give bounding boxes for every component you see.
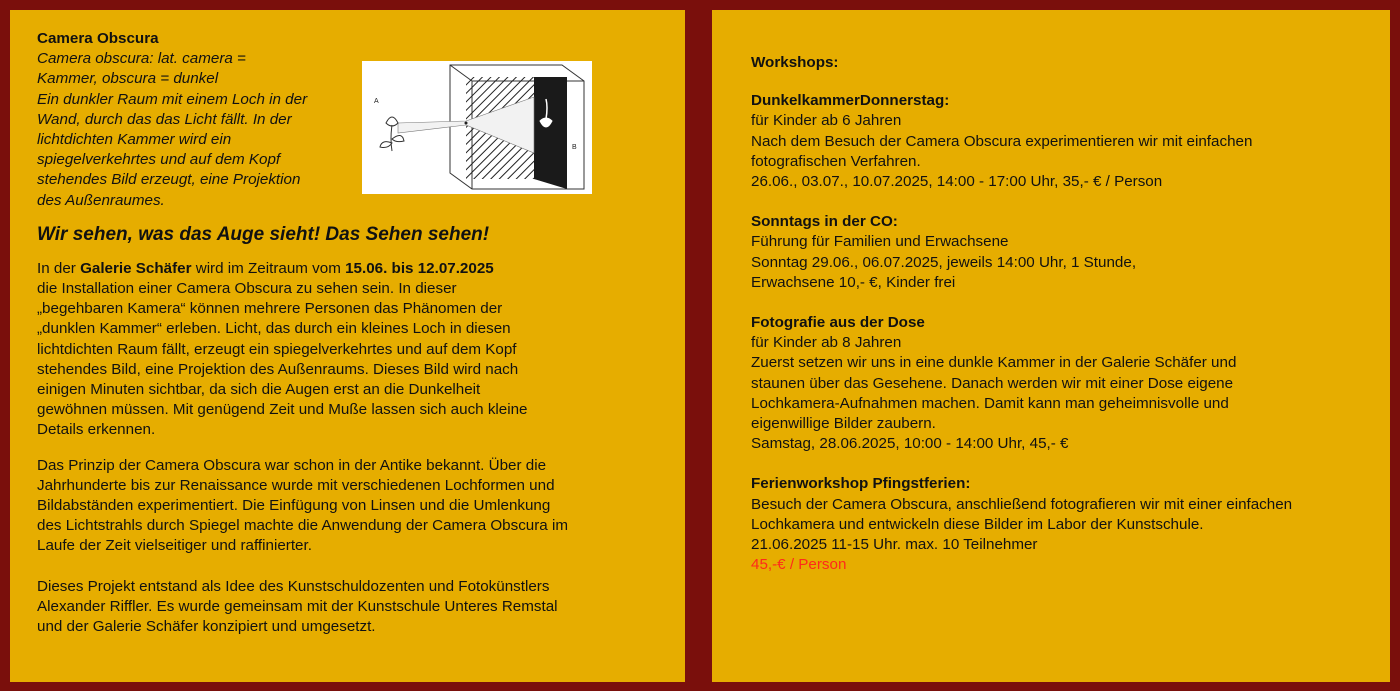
workshop-line: Nach dem Besuch der Camera Obscura experimentieren wir mit einfachen	[751, 132, 1253, 150]
workshop-fotografie-dose	[751, 313, 1390, 454]
camera-obscura-illustration	[362, 61, 592, 194]
intro-line: Kammer, obscura = dunkel	[37, 70, 219, 88]
exhibition-paragraph	[37, 259, 685, 441]
camera-obscura-diagram	[362, 61, 592, 194]
workshop-line: Besuch der Camera Obscura, anschließend fotografieren wir mit einer einfachen	[751, 495, 1293, 513]
history-line: des Lichtstrahls durch Spiegel machte die Anwendung der Camera Obscura im	[37, 517, 568, 535]
exhibition-line: „dunklen Kammer“ erleben. Licht, das durch ein kleines Loch in diesen	[37, 320, 511, 338]
diagram-label-a: A	[374, 98, 379, 105]
workshop-ferien	[751, 474, 1390, 575]
exhibition-line: einigen Minuten sichtbar, da sich die Augen erst an die Dunkelheit	[37, 381, 481, 399]
project-line: Dieses Projekt entstand als Idee des Kunstschuldozenten und Fotokünstlers	[37, 577, 550, 595]
right-workshops-panel	[712, 10, 1390, 682]
workshop-line: Samstag, 28.06.2025, 10:00 - 14:00 Uhr, 45,- €	[751, 435, 1069, 453]
workshop-title: Ferienworkshop Pfingstferien:	[751, 475, 971, 493]
intro-line: lichtdichten Kammer wird ein	[37, 131, 232, 149]
intro-line: stehendes Bild erzeugt, eine Projektion	[37, 171, 301, 189]
workshop-line: 26.06., 03.07., 10.07.2025, 14:00 - 17:00 Uhr, 35,- € / Person	[751, 173, 1163, 191]
workshop-dunkelkammer	[751, 91, 1390, 192]
exhibition-line	[37, 259, 685, 279]
intro-definition	[37, 49, 357, 211]
workshop-sonntags	[751, 212, 1390, 293]
history-line: Jahrhunderte bis zur Renaissance wurde mit verschiedenen Lochformen und	[37, 476, 555, 494]
workshops-heading: Workshops:	[751, 54, 839, 71]
exhibition-line: lichtdichten Raum fällt, erzeugt ein spiegelverkehrtes und auf dem Kopf	[37, 340, 517, 358]
history-paragraph	[37, 456, 685, 557]
history-line: Bildabständen experimentiert. Die Einfügung von Linsen und die Umlenkung	[37, 497, 551, 515]
workshop-line: fotografischen Verfahren.	[751, 152, 921, 170]
project-paragraph	[37, 577, 685, 638]
workshop-line: Lochkamera-Aufnahmen machen. Damit kann man geheimnisvolle und	[751, 394, 1229, 412]
intro-line: spiegelverkehrtes und auf dem Kopf	[37, 151, 281, 169]
project-line: Alexander Riffler. Es wurde gemeinsam mit der Kunstschule Unteres Remstal	[37, 597, 558, 615]
workshop-title: DunkelkammerDonnerstag:	[751, 92, 950, 110]
left-title: Camera Obscura	[37, 30, 159, 47]
intro-line: Camera obscura: lat. camera =	[37, 50, 246, 68]
text-segment: wird im Zeitraum vom	[191, 259, 346, 277]
intro-line: Ein dunkler Raum mit einem Loch in der	[37, 90, 308, 108]
workshop-line: Sonntag 29.06., 06.07.2025, jeweils 14:00 Uhr, 1 Stunde,	[751, 253, 1137, 271]
workshop-line: eigenwillige Bilder zaubern.	[751, 415, 936, 433]
exhibition-line: die Installation einer Camera Obscura zu sehen sein. In dieser	[37, 280, 457, 298]
workshop-line: Zuerst setzen wir uns in eine dunkle Kammer in der Galerie Schäfer und	[751, 354, 1237, 372]
workshop-line: für Kinder ab 8 Jahren	[751, 334, 902, 352]
left-info-panel	[10, 10, 685, 682]
exhibition-line: „begehbaren Kamera“ können mehrere Personen das Phänomen der	[37, 300, 503, 318]
history-line: Das Prinzip der Camera Obscura war schon in der Antike bekannt. Über die	[37, 456, 547, 474]
workshop-title: Fotografie aus der Dose	[751, 314, 925, 332]
workshop-title: Sonntags in der CO:	[751, 213, 898, 231]
workshop-price: 45,-€ / Person	[751, 556, 847, 574]
text-segment: In der	[37, 259, 81, 277]
workshop-line: Führung für Familien und Erwachsene	[751, 233, 1009, 251]
project-line: und der Galerie Schäfer konzipiert und umgesetzt.	[37, 618, 376, 636]
history-line: Laufe der Zeit vielseitiger und raffinierter.	[37, 537, 312, 555]
exhibition-line: stehendes Bild, eine Projektion des Außenraums. Dieses Bild wird nach	[37, 360, 519, 378]
exhibition-line: Details erkennen.	[37, 421, 156, 439]
intro-line: Wand, durch das das Licht fällt. In der	[37, 110, 292, 128]
slogan: Wir sehen, was das Auge sieht! Das Sehen sehen!	[37, 223, 490, 245]
gallery-name: Galerie Schäfer	[80, 259, 192, 277]
intro-line: des Außenraumes.	[37, 191, 165, 209]
workshop-line: staunen über das Gesehene. Danach werden wir mit einer Dose eigene	[751, 374, 1234, 392]
diagram-label-b: B	[572, 144, 577, 151]
exhibition-dates: 15.06. bis 12.07.2025	[345, 259, 494, 277]
exhibition-line: gewöhnen müssen. Mit genügend Zeit und Muße lassen sich auch kleine	[37, 401, 528, 419]
workshop-line: Lochkamera und entwickeln diese Bilder im Labor der Kunstschule.	[751, 515, 1204, 533]
workshop-line: 21.06.2025 11-15 Uhr. max. 10 Teilnehmer	[751, 536, 1038, 554]
workshop-line: Erwachsene 10,- €, Kinder frei	[751, 273, 956, 291]
workshop-line: für Kinder ab 6 Jahren	[751, 112, 902, 130]
